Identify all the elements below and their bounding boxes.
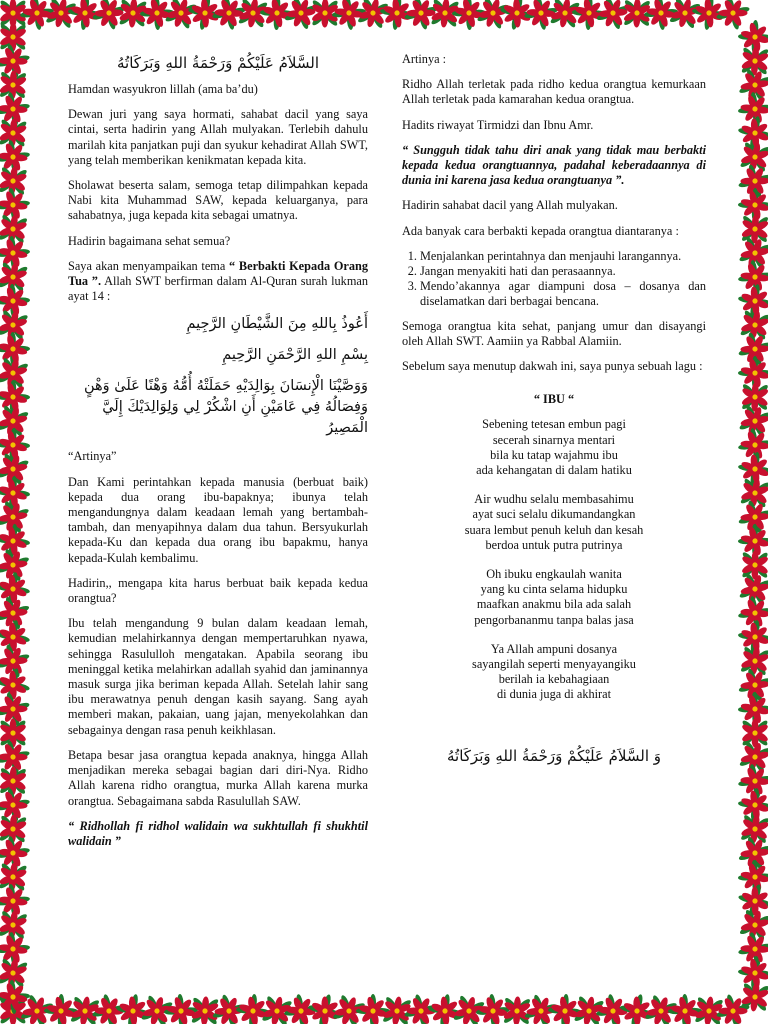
poinsettia-icon [402, 0, 441, 33]
poinsettia-icon [0, 41, 33, 81]
ways-list [402, 249, 706, 309]
poinsettia-icon [90, 0, 129, 32]
poinsettia-icon [0, 451, 31, 488]
poinsettia-icon [0, 281, 33, 322]
opening-paragraph: Dewan juri yang saya hormati, sahabat dacil yang saya cintai, serta hadirin yang Allah mulyakan. Terlebih dahulu marilah kita panjatkan puji dan syukur kehadirat Allah SWT, yang telah memberikan kenikmatan kepada kita. [68, 107, 368, 167]
poem-title: “ IBU “ [533, 392, 575, 407]
poinsettia-icon [0, 185, 33, 225]
poinsettia-icon [736, 834, 768, 872]
quran-verse: وَوَصَّيْنَا الْإِنسَانَ بِوَالِدَيْهِ حَمَلَتْهُ أُمُّهُ وَهْنًا عَلَىٰ وَهْنٍ وَفِصَالُهُ فِي عَامَيْنِ أَنِ اشْكُرْ لِي وَلِوَالِدَيْكَ إِلَيَّ الْمَصِيرُ [83, 378, 368, 437]
poinsettia-icon [735, 257, 768, 297]
poinsettia-icon [739, 981, 768, 1013]
poinsettia-icon [689, 0, 729, 33]
poinsettia-icon [736, 161, 768, 200]
poem-line: Sebening tetesan embun pagi [482, 417, 626, 432]
poinsettia-icon [735, 521, 768, 562]
poinsettia-icon [0, 977, 33, 1018]
poinsettia-icon [0, 689, 32, 728]
poinsettia-icon [737, 403, 768, 440]
poinsettia-icon [0, 473, 33, 513]
poem-line: berilah ia kebahagiaan [498, 672, 610, 687]
poinsettia-icon [0, 260, 30, 294]
poinsettia-icon [210, 992, 249, 1024]
sholawat-paragraph: Sholawat beserta salam, semoga tetap dilimpahkan kepada Nabi kita Muhammad SAW, kepada keluarganya, para sahabatnya, juga kepada kita sebagai umatnya. [68, 178, 368, 223]
poinsettia-icon [522, 992, 560, 1024]
poinsettia-icon [0, 546, 32, 584]
poinsettia-icon [281, 991, 321, 1024]
poem-line: maafkan anakmu bila ada salah [476, 597, 632, 612]
poinsettia-icon [137, 0, 178, 33]
poinsettia-icon [0, 22, 28, 51]
poinsettia-icon [473, 991, 513, 1024]
poinsettia-icon [569, 0, 610, 33]
ungrateful-quote: “ Sungguh tidak tahu diri anak yang tidak mau berbakti kepada kedua orangtuannya, padahal keberadaannya di dunia ini karena jasa kedua orangtuanya ”. [402, 142, 706, 188]
poinsettia-icon [713, 991, 752, 1024]
poem-line: pengorbananmu tanpa balas jasa [474, 612, 634, 627]
poinsettia-icon [0, 833, 33, 873]
poinsettia-icon [89, 991, 129, 1024]
poinsettia-icon [305, 991, 345, 1024]
poinsettia-icon [739, 644, 768, 677]
poem-stanza-4 [402, 642, 706, 703]
poinsettia-icon [735, 689, 768, 730]
poinsettia-icon [739, 813, 768, 846]
poem-line: Ya Allah ampuni dosanya [490, 641, 618, 656]
poinsettia-icon [594, 0, 632, 32]
poinsettia-icon [451, 993, 487, 1024]
list-item: 3. Mendo’akannya agar diampuni dosa – dosanya dan diselamatkan dari berbagai bencana. [420, 279, 706, 309]
poinsettia-icon [735, 761, 768, 801]
poinsettia-icon [0, 425, 33, 466]
mother-paragraph: Ibu telah mengandung 9 bulan dalam keadaan lemah, kemudian melahirkannya dengan mempertaruhkan nyawa, sehingga Rasululloh mengatakan. Apabila seorang ibu meninggal ketika melahirkan adallah syahid dan jaminannya masuk surga jika beriman kepada Allah. Setelah lahir sang ibu merawatnya penuh dengan kasih sayang. Sang ayah memberi makan, pakaian, uang jajan, menyekolahkan dan sebagainya dengan rasa penuh keikhlasan. [68, 616, 368, 737]
hadith-quote: “ Ridhollah fi ridhol walidain wa sukhtullah fi shukhtil walidain ” [68, 818, 368, 848]
poem-line: Air wudhu selalu membasahimu [474, 492, 634, 507]
poinsettia-icon [69, 994, 102, 1024]
poinsettia-icon [330, 992, 367, 1024]
poinsettia-icon [282, 0, 320, 32]
poinsettia-icon [737, 739, 768, 775]
poinsettia-icon [236, 0, 269, 30]
poinsettia-icon [429, 0, 460, 29]
poinsettia-icon [118, 0, 149, 29]
poinsettia-icon [735, 953, 768, 993]
poinsettia-icon [736, 330, 768, 369]
poem-stanza-2 [402, 492, 706, 553]
question-paragraph: Hadirin,, mengapa kita harus berbuat baik kepada kedua orangtua? [68, 575, 368, 606]
theme-outro: Allah SWT berfirman dalam Al-Quran surah lukman ayat 14 : [68, 274, 368, 304]
poinsettia-icon [735, 89, 768, 129]
list-item: 1. Menjalankan perintahnya dan menjauhi larangannya. [420, 249, 706, 264]
poinsettia-icon [0, 377, 33, 418]
poinsettia-icon [209, 0, 249, 33]
poem-line: ada kehangatan di dalam hatiku [476, 463, 632, 478]
list-item: 2. Jangan menyakiti hati dan perasaannya. [420, 264, 706, 279]
poinsettia-icon [593, 991, 633, 1024]
poinsettia-icon [0, 594, 32, 632]
poinsettia-icon [0, 737, 33, 777]
poinsettia-icon [0, 881, 33, 921]
poinsettia-icon [735, 185, 768, 226]
poinsettia-icon [0, 766, 28, 796]
poinsettia-icon [735, 881, 768, 920]
poinsettia-icon [0, 665, 33, 705]
poem-line: di dunia juga di akhirat [496, 687, 612, 702]
poinsettia-icon [260, 994, 294, 1024]
poinsettia-icon [475, 0, 512, 32]
poinsettia-icon [0, 89, 33, 129]
poinsettia-icon [163, 0, 199, 31]
theme-title: “ Berbakti Kepada Orang Tua ”. [68, 258, 368, 289]
poinsettia-icon [233, 991, 274, 1024]
poinsettia-icon [65, 0, 105, 33]
audience-greeting: Hadirin sahabat dacil yang Allah mulyakan. [402, 198, 618, 213]
poinsettia-icon [740, 382, 768, 412]
poinsettia-icon [0, 814, 28, 845]
poinsettia-icon [0, 403, 31, 439]
poinsettia-icon [735, 353, 768, 394]
poinsettia-icon [521, 0, 561, 33]
poem-line: Oh ibuku engkaulah wanita [486, 567, 622, 582]
poinsettia-icon [0, 642, 32, 681]
poinsettia-icon [139, 993, 175, 1024]
poinsettia-icon [44, 0, 79, 31]
poinsettia-icon [665, 991, 706, 1024]
poinsettia-icon [0, 329, 33, 370]
poinsettia-icon [0, 929, 33, 969]
poinsettia-icon [0, 719, 27, 748]
poinsettia-icon [617, 991, 657, 1024]
translation-paragraph: Dan Kami perintahkan kepada manusia (berbuat baik) kepada dua orang ibu-bapaknya; ibunya telah mengandungnya dalam keadaan lemah yang bertambah-tambah, dan menyapihnya dalam dua tahun. Bersyukurlah kepada-Ku dan kepada dua orang ibu bapakmu, hanya kepada-Kulah kembalimu. [68, 474, 368, 565]
poinsettia-icon [667, 0, 702, 31]
poinsettia-icon [738, 140, 768, 174]
poinsettia-icon [0, 617, 33, 657]
poinsettia-icon [741, 719, 768, 748]
poinsettia-icon [735, 425, 768, 465]
poinsettia-icon [693, 995, 725, 1024]
ways-intro: Ada banyak cara berbakti kepada orangtua diantaranya : [402, 223, 679, 238]
basmalah: بِسْمِ اللهِ الرَّحْمَنِ الرَّحِيمِ [222, 347, 368, 364]
hadith-meaning: Ridho Allah terletak pada ridho kedua orangtua kemurkaan Allah terletak pada kamarahan kedua orangtua. [402, 77, 706, 107]
poinsettia-icon [738, 308, 768, 342]
poinsettia-icon [735, 449, 768, 489]
poinsettia-icon [355, 0, 390, 31]
poinsettia-icon [0, 137, 33, 177]
hadith-source: Hadits riwayat Tirmidzi dan Ibnu Amr. [402, 117, 594, 132]
poinsettia-icon [329, 0, 369, 33]
poinsettia-icon [0, 0, 27, 28]
artinya-label-right: Artinya : [402, 52, 447, 66]
poinsettia-icon [735, 593, 768, 633]
poinsettia-icon [737, 907, 768, 943]
poinsettia-icon [736, 66, 768, 103]
poinsettia-icon [736, 498, 768, 537]
prayer-paragraph: Semoga orangtua kita sehat, panjang umur dan disayangi oleh Allah SWT. Aamiin ya Rabbal Alamiin. [402, 318, 706, 349]
poinsettia-icon [185, 0, 225, 33]
poinsettia-icon [17, 0, 57, 33]
poinsettia-icon [257, 0, 298, 33]
poem-line: secerah sinarnya mentari [492, 432, 616, 447]
poinsettia-icon [190, 996, 220, 1024]
poinsettia-icon [735, 17, 768, 58]
poinsettia-icon [737, 571, 768, 607]
poinsettia-icon [18, 992, 56, 1024]
poinsettia-icon [401, 991, 440, 1024]
poinsettia-icon [0, 997, 27, 1024]
poem-line: ayat suci selalu dikumandangkan [472, 507, 636, 522]
poinsettia-icon [735, 785, 768, 825]
parents-merit-paragraph: Betapa besar jasa orangtua kepada anaknya, hingga Allah menjadikan mereka sebagai bagian dari diri-Nya. Ridho Allah karena ridho orangtua, murka Allah karena murka orangtua. Sebagaimana sabda Rasulullah SAW. [68, 747, 368, 808]
poinsettia-icon [310, 0, 339, 28]
poem-line: yang ku cinta selama hidupku [480, 582, 628, 597]
poinsettia-icon [740, 550, 768, 579]
poem-line: bila ku tatap wajahmu ibu [490, 447, 618, 462]
poinsettia-icon [642, 992, 679, 1024]
poinsettia-icon [545, 991, 586, 1024]
left-column [68, 52, 368, 859]
poinsettia-icon [735, 281, 768, 321]
poinsettia-icon [0, 956, 30, 990]
poinsettia-icon [41, 991, 82, 1024]
closing-salam: وَ السَّلاَمُ عَلَيْكُمْ وَرَحْمَةُ اللهِ وَبَرَكَاتُهُ [447, 746, 661, 765]
poinsettia-icon [0, 498, 32, 535]
poinsettia-icon [740, 214, 768, 244]
theme-paragraph [68, 259, 368, 305]
poinsettia-icon [0, 233, 33, 274]
poinsettia-icon [736, 666, 768, 705]
poinsettia-icon [0, 308, 30, 343]
poinsettia-icon [641, 0, 681, 33]
poinsettia-icon [735, 617, 768, 657]
poinsettia-icon [572, 994, 606, 1024]
poem-stanza-1 [402, 417, 706, 478]
poinsettia-icon [502, 996, 532, 1024]
poem-stanza-3 [402, 567, 706, 628]
poinsettia-icon [0, 569, 33, 609]
poinsettia-icon [622, 0, 652, 28]
poinsettia-icon [497, 0, 537, 33]
poinsettia-icon [381, 995, 413, 1024]
poem-line: suara lembut penuh keluh dan kesah [464, 522, 644, 537]
poinsettia-icon [735, 113, 768, 153]
poinsettia-icon [0, 521, 33, 561]
poinsettia-icon [735, 929, 768, 969]
greeting-question: Hadirin bagaimana sehat semua? [68, 233, 231, 248]
poinsettia-icon [713, 0, 752, 33]
poinsettia-icon [0, 861, 29, 893]
poinsettia-icon [113, 991, 153, 1024]
theme-intro: Saya akan menyampaikan tema [68, 258, 230, 273]
song-intro: Sebelum saya menutup dakwah ini, saya punya sebuah lagu : [402, 359, 703, 374]
poinsettia-icon [377, 0, 417, 33]
salam-greeting: السَّلاَمُ عَلَيْكُمْ وَرَحْمَةُ اللهِ وَبَرَكَاتُهُ [117, 54, 319, 72]
poinsettia-icon [740, 46, 768, 77]
poinsettia-icon [0, 785, 33, 825]
poinsettia-icon [0, 117, 28, 148]
poinsettia-icon [449, 0, 490, 33]
poinsettia-icon [0, 165, 29, 197]
right-column [402, 52, 706, 765]
poinsettia-icon [0, 355, 31, 390]
poinsettia-icon [737, 234, 768, 271]
poinsettia-icon [738, 476, 768, 510]
poinsettia-icon [0, 212, 29, 245]
poinsettia-icon [425, 991, 465, 1024]
document-page [52, 52, 716, 972]
artinya-label: “Artinya” [68, 449, 117, 464]
hamdan-line: Hamdan wasyukron lillah (ama ba’du) [68, 82, 258, 96]
taawudz: أَعُوذُ بِاللهِ مِنَ الشَّيْطَانِ الرَّجِيمِ [186, 316, 368, 333]
poem-line: berdoa untuk putra putrinya [485, 537, 623, 552]
poinsettia-icon [0, 909, 29, 942]
poinsettia-icon [161, 991, 202, 1024]
poinsettia-icon [735, 857, 768, 898]
poinsettia-icon [548, 0, 582, 30]
poem-line: sayangilah seperti menyayangiku [472, 657, 636, 672]
poinsettia-icon [0, 70, 28, 100]
poinsettia-icon [353, 991, 394, 1024]
